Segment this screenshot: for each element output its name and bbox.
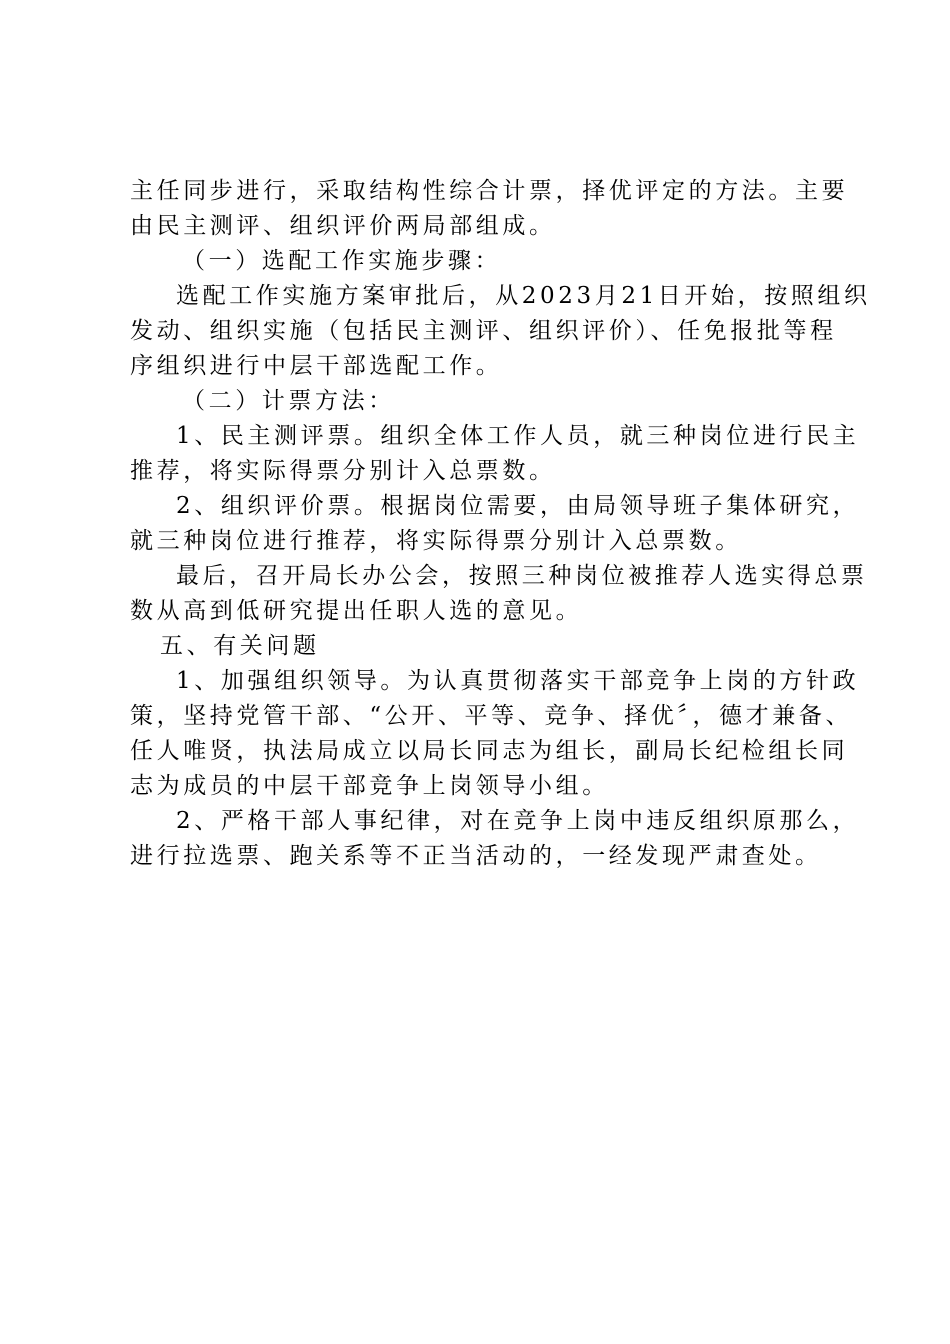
text-line: 发动、组织实施（包括民主测评、组织评价）、任免报批等程 xyxy=(130,318,837,344)
text-line: 任人唯贤，执法局成立以局长同志为组长，副局长纪检组长同 xyxy=(130,738,849,764)
text-line: 进行拉选票、跑关系等不正当活动的，一经发现严肃查处。 xyxy=(130,843,822,869)
text-line: 数从高到低研究提出任职人选的意见。 xyxy=(130,598,583,624)
text-line: 2、严格干部人事纪律，对在竞争上岗中违反组织原那么， xyxy=(176,808,860,834)
text-line: 就三种岗位进行推荐，将实际得票分别计入总票数。 xyxy=(130,528,742,554)
text-line: 主任同步进行，采取结构性综合计票，择优评定的方法。主要 xyxy=(130,178,849,204)
section-heading-issues: 五、有关问题 xyxy=(160,633,320,659)
text-line: 策，坚持党管干部、“公开、平等、竞争、择优〞，德才兼备、 xyxy=(130,703,853,729)
text-line: 推荐，将实际得票分别计入总票数。 xyxy=(130,458,556,484)
text-line: 序组织进行中层干部选配工作。 xyxy=(130,353,503,379)
text-line: 2、组织评价票。根据岗位需要，由局领导班子集体研究， xyxy=(176,493,860,519)
section-heading-vote-method: （二）计票方法： xyxy=(182,388,395,414)
document-body xyxy=(130,174,871,874)
text-line: 选配工作实施方案审批后，从2023月21日开始，按照组织 xyxy=(176,283,871,309)
text-line: 1、民主测评票。组织全体工作人员，就三种岗位进行民主 xyxy=(176,423,860,449)
text-line: 最后，召开局长办公会，按照三种岗位被推荐人选实得总票 xyxy=(176,563,868,589)
text-line: 志为成员的中层干部竞争上岗领导小组。 xyxy=(130,773,609,799)
text-line: 1、加强组织领导。为认真贯彻落实干部竞争上岗的方针政 xyxy=(176,668,860,694)
text-line: 由民主测评、组织评价两局部组成。 xyxy=(130,213,556,239)
section-heading-steps: （一）选配工作实施步骤： xyxy=(182,248,502,274)
